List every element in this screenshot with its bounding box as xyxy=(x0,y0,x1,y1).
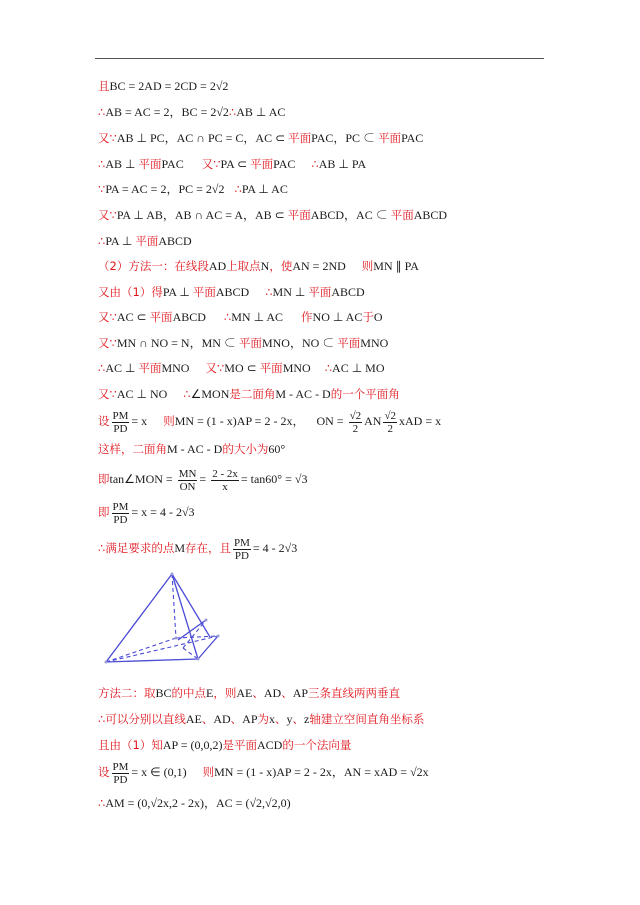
line-1 xyxy=(98,78,228,94)
text: 作 xyxy=(301,310,313,324)
therefore: ∴ xyxy=(98,361,106,375)
formula: AC ⊥ NO xyxy=(116,387,168,401)
text: 平面 xyxy=(138,361,162,375)
text: 平面 xyxy=(259,361,283,375)
formula: AD xyxy=(208,259,227,273)
line-23 xyxy=(98,795,291,811)
formula: xAD = x xyxy=(399,414,442,428)
text: 平面 xyxy=(238,336,262,350)
therefore: ∴ xyxy=(265,285,273,299)
vertex-dot xyxy=(205,619,208,622)
formula: tan∠MON = xyxy=(109,472,176,486)
text: 、 xyxy=(252,686,264,700)
denominator: PD xyxy=(113,773,128,786)
text: 又∵ xyxy=(98,387,117,401)
formula: AB ⊥ AC xyxy=(236,105,286,119)
text: 又∵ xyxy=(98,131,117,145)
formula: E xyxy=(206,686,214,700)
denominator: PD xyxy=(113,422,128,435)
formula: AC ⊂ xyxy=(116,310,150,324)
formula: = x xyxy=(131,414,148,428)
formula: y xyxy=(286,712,293,726)
text: 平面 xyxy=(308,285,332,299)
formula: AC ⊥ xyxy=(105,361,139,375)
text: （2）方法一：在线段 xyxy=(98,259,209,273)
formula: MN ∥ PA xyxy=(373,259,419,273)
formula: z xyxy=(304,712,310,726)
text: 平面 xyxy=(378,131,402,145)
therefore: ∴ xyxy=(234,182,242,196)
therefore: ∴ xyxy=(223,310,232,324)
formula: NO ⊥ AC xyxy=(312,310,363,324)
denominator: ON xyxy=(179,480,196,493)
line-8 xyxy=(98,258,419,274)
formula: ∠MON xyxy=(190,387,230,401)
therefore: ∴ xyxy=(98,157,106,171)
formula: AD xyxy=(263,686,282,700)
text: 于 xyxy=(362,310,374,324)
numerator: PM xyxy=(234,536,250,549)
formula: AB ⊥ PC，AC ∩ PC = C，AC ⊂ xyxy=(116,131,289,145)
text: 平面 xyxy=(288,131,312,145)
fraction xyxy=(233,537,251,562)
formula: AB ⊥ xyxy=(105,157,139,171)
text: 、 xyxy=(292,712,305,726)
text: 又∵ xyxy=(205,361,225,375)
numerator: 2 - 2x xyxy=(212,467,238,480)
formula: MNO xyxy=(360,336,389,350)
formula: = x ∈ (0,1) xyxy=(131,765,187,779)
formula: AE xyxy=(185,712,202,726)
line-12 xyxy=(98,360,385,376)
text: ∴可以分别以直线 xyxy=(98,712,186,726)
formula: PA ⊥ AB，AB ∩ AC = A，AB ⊂ xyxy=(116,208,288,222)
therefore: ∴ xyxy=(98,105,106,119)
formula: ABCD xyxy=(331,285,365,299)
text: 、 xyxy=(230,712,243,726)
text: 又∵ xyxy=(98,336,117,350)
formula: MNO xyxy=(161,361,190,375)
formula: 60° xyxy=(268,442,286,456)
text: 上取点 xyxy=(226,259,261,273)
line-9 xyxy=(98,284,365,300)
text: 设 xyxy=(98,765,110,779)
text: 则 xyxy=(202,765,215,779)
numerator: √2 xyxy=(384,409,396,422)
line-11 xyxy=(98,335,388,351)
vertex-dot xyxy=(171,573,174,576)
text: 存在，且 xyxy=(185,541,231,555)
formula: BC xyxy=(155,686,172,700)
formula: ABCD xyxy=(413,208,448,222)
formula: = 4 - 2√3 xyxy=(252,541,298,555)
line-3 xyxy=(98,130,423,146)
text: 平面 xyxy=(287,208,311,222)
text: 是平面 xyxy=(222,738,257,752)
formula: MN ⊥ AC xyxy=(231,310,284,324)
text: 的一个平面角 xyxy=(330,387,400,401)
formula: PA ⊥ AC xyxy=(241,182,288,196)
line-17 xyxy=(98,497,195,527)
text: 又∵ xyxy=(201,157,221,171)
formula: MN ⊥ xyxy=(272,285,309,299)
fraction xyxy=(112,761,130,786)
line-21 xyxy=(98,737,351,753)
line-14 xyxy=(98,406,441,436)
dashed-base-left xyxy=(106,638,176,662)
vertex-dot xyxy=(217,635,220,638)
therefore: ∴ xyxy=(183,387,191,401)
numerator: PM xyxy=(112,760,129,773)
text: 平面 xyxy=(149,310,173,324)
fraction xyxy=(349,410,363,435)
edge-pb xyxy=(172,574,210,637)
formula: AC ⊥ MO xyxy=(332,361,385,375)
formula: M - AC - D xyxy=(275,387,331,401)
line-16 xyxy=(98,463,307,495)
formula: AN xyxy=(364,414,382,428)
denominator: PD xyxy=(234,549,249,562)
formula: AM = (0,√2x,2 - 2x)，AC = (√2,√2,0) xyxy=(105,796,291,810)
text: 平面 xyxy=(135,234,159,248)
text: 轴建立空间直角坐标系 xyxy=(309,712,425,726)
therefore: ∴ xyxy=(311,157,319,171)
text: ，则 xyxy=(213,686,237,700)
denominator: 2 xyxy=(387,422,393,435)
text: ∴满足要求的点 xyxy=(98,541,175,555)
text: 这样，二面角 xyxy=(98,442,167,456)
numerator: MN xyxy=(178,467,197,480)
fraction xyxy=(178,468,198,493)
formula: ABCD xyxy=(215,285,250,299)
text: 又∵ xyxy=(98,208,117,222)
formula: MNO，NO ⊂ xyxy=(261,336,338,350)
fraction xyxy=(112,410,130,435)
line-22 xyxy=(98,757,429,787)
text: 平面 xyxy=(192,285,216,299)
edge-base-right xyxy=(198,636,218,659)
text: 为 xyxy=(257,712,270,726)
text: 设 xyxy=(98,414,110,428)
text: 平面 xyxy=(250,157,274,171)
formula: PAC xyxy=(401,131,424,145)
formula: AN = 2ND xyxy=(292,259,346,273)
text: 方法二：取 xyxy=(98,686,156,700)
because: ∵ xyxy=(98,182,106,196)
denominator: PD xyxy=(113,513,128,526)
text: ，使 xyxy=(269,259,293,273)
line-15 xyxy=(98,441,285,457)
formula: PA = AC = 2，PC = 2√2 xyxy=(105,182,225,196)
formula: N xyxy=(260,259,270,273)
therefore: ∴ xyxy=(228,105,237,119)
formula: AB ⊥ PA xyxy=(318,157,367,171)
formula: = x = 4 - 2√3 xyxy=(131,505,195,519)
text: 的中点 xyxy=(171,686,207,700)
text: 是二面角 xyxy=(229,387,276,401)
line-18 xyxy=(98,533,297,563)
numerator: √2 xyxy=(349,409,362,422)
vertex-dot xyxy=(105,661,108,664)
therefore: ∴ xyxy=(324,361,333,375)
formula: AE xyxy=(236,686,253,700)
formula: PA ⊥ xyxy=(105,234,136,248)
line-5 xyxy=(98,181,288,197)
header-rule xyxy=(95,58,544,59)
text: 的大小为 xyxy=(222,442,269,456)
formula: ABCD xyxy=(172,310,206,324)
line-6 xyxy=(98,207,447,223)
edge-base-front xyxy=(106,659,198,662)
formula: PAC，PC ⊂ xyxy=(311,131,379,145)
formula: AB = AC = 2，BC = 2√2 xyxy=(105,105,229,119)
formula: ABCD，AC ⊂ xyxy=(310,208,391,222)
text: 又∵ xyxy=(98,310,117,324)
line-20 xyxy=(98,711,424,727)
formula: BC = 2AD = 2CD = 2√2 xyxy=(109,79,229,93)
fraction xyxy=(112,501,130,526)
text: 、 xyxy=(275,712,287,726)
formula: PAC xyxy=(273,157,296,171)
vertex-dot xyxy=(175,637,178,640)
formula: MN ∩ NO = N，MN ⊂ xyxy=(116,336,239,350)
line-19 xyxy=(98,685,400,701)
formula: MN = (1 - x)AP = 2 - 2x， xyxy=(174,414,305,428)
therefore: ∴ xyxy=(98,234,106,248)
formula: MN = (1 - x)AP = 2 - 2x，AN = xAD = √2x xyxy=(214,765,429,779)
pyramid-figure xyxy=(98,568,228,670)
fraction xyxy=(211,468,239,493)
formula: AP xyxy=(242,712,258,726)
text: 三条直线两两垂直 xyxy=(308,686,401,700)
formula: MO ⊂ xyxy=(224,361,260,375)
text: 平面 xyxy=(390,208,414,222)
therefore: ∴ xyxy=(98,796,106,810)
formula: PA ⊂ xyxy=(220,157,251,171)
formula: AP = (0,0,2) xyxy=(162,738,223,752)
line-7 xyxy=(98,233,192,249)
text: 则 xyxy=(361,259,374,273)
formula: AD xyxy=(213,712,231,726)
formula: O xyxy=(373,310,383,324)
text: 平面 xyxy=(337,336,361,350)
denominator: 2 xyxy=(352,422,359,435)
text: 且 xyxy=(98,79,110,93)
numerator: PM xyxy=(112,409,129,422)
line-10 xyxy=(98,309,383,325)
formula: = tan60° = √3 xyxy=(240,472,308,486)
formula: MNO xyxy=(282,361,311,375)
formula: M xyxy=(174,541,185,555)
formula: M - AC - D xyxy=(167,442,223,456)
formula: PA ⊥ xyxy=(162,285,193,299)
denominator: x xyxy=(222,480,228,493)
line-4 xyxy=(98,156,366,172)
numerator: PM xyxy=(112,500,129,513)
text: 且由（1）知 xyxy=(98,738,163,752)
text: 的一个法向量 xyxy=(282,738,352,752)
text: 即 xyxy=(98,472,110,486)
text: 、 xyxy=(281,686,293,700)
line-2 xyxy=(98,104,285,120)
formula: x xyxy=(269,712,276,726)
vertex-dot xyxy=(197,658,200,661)
text: 则 xyxy=(163,414,175,428)
text: 又由（1）得 xyxy=(98,285,163,299)
formula: = xyxy=(199,472,210,486)
fraction xyxy=(383,410,397,435)
formula: AP xyxy=(292,686,309,700)
formula: ABCD xyxy=(158,234,192,248)
line-13 xyxy=(98,386,400,402)
formula: ON = xyxy=(316,414,347,428)
text: 、 xyxy=(201,712,214,726)
text: 平面 xyxy=(138,157,162,171)
formula: ACD xyxy=(256,738,283,752)
formula: PAC xyxy=(161,157,184,171)
text: 即 xyxy=(98,505,110,519)
